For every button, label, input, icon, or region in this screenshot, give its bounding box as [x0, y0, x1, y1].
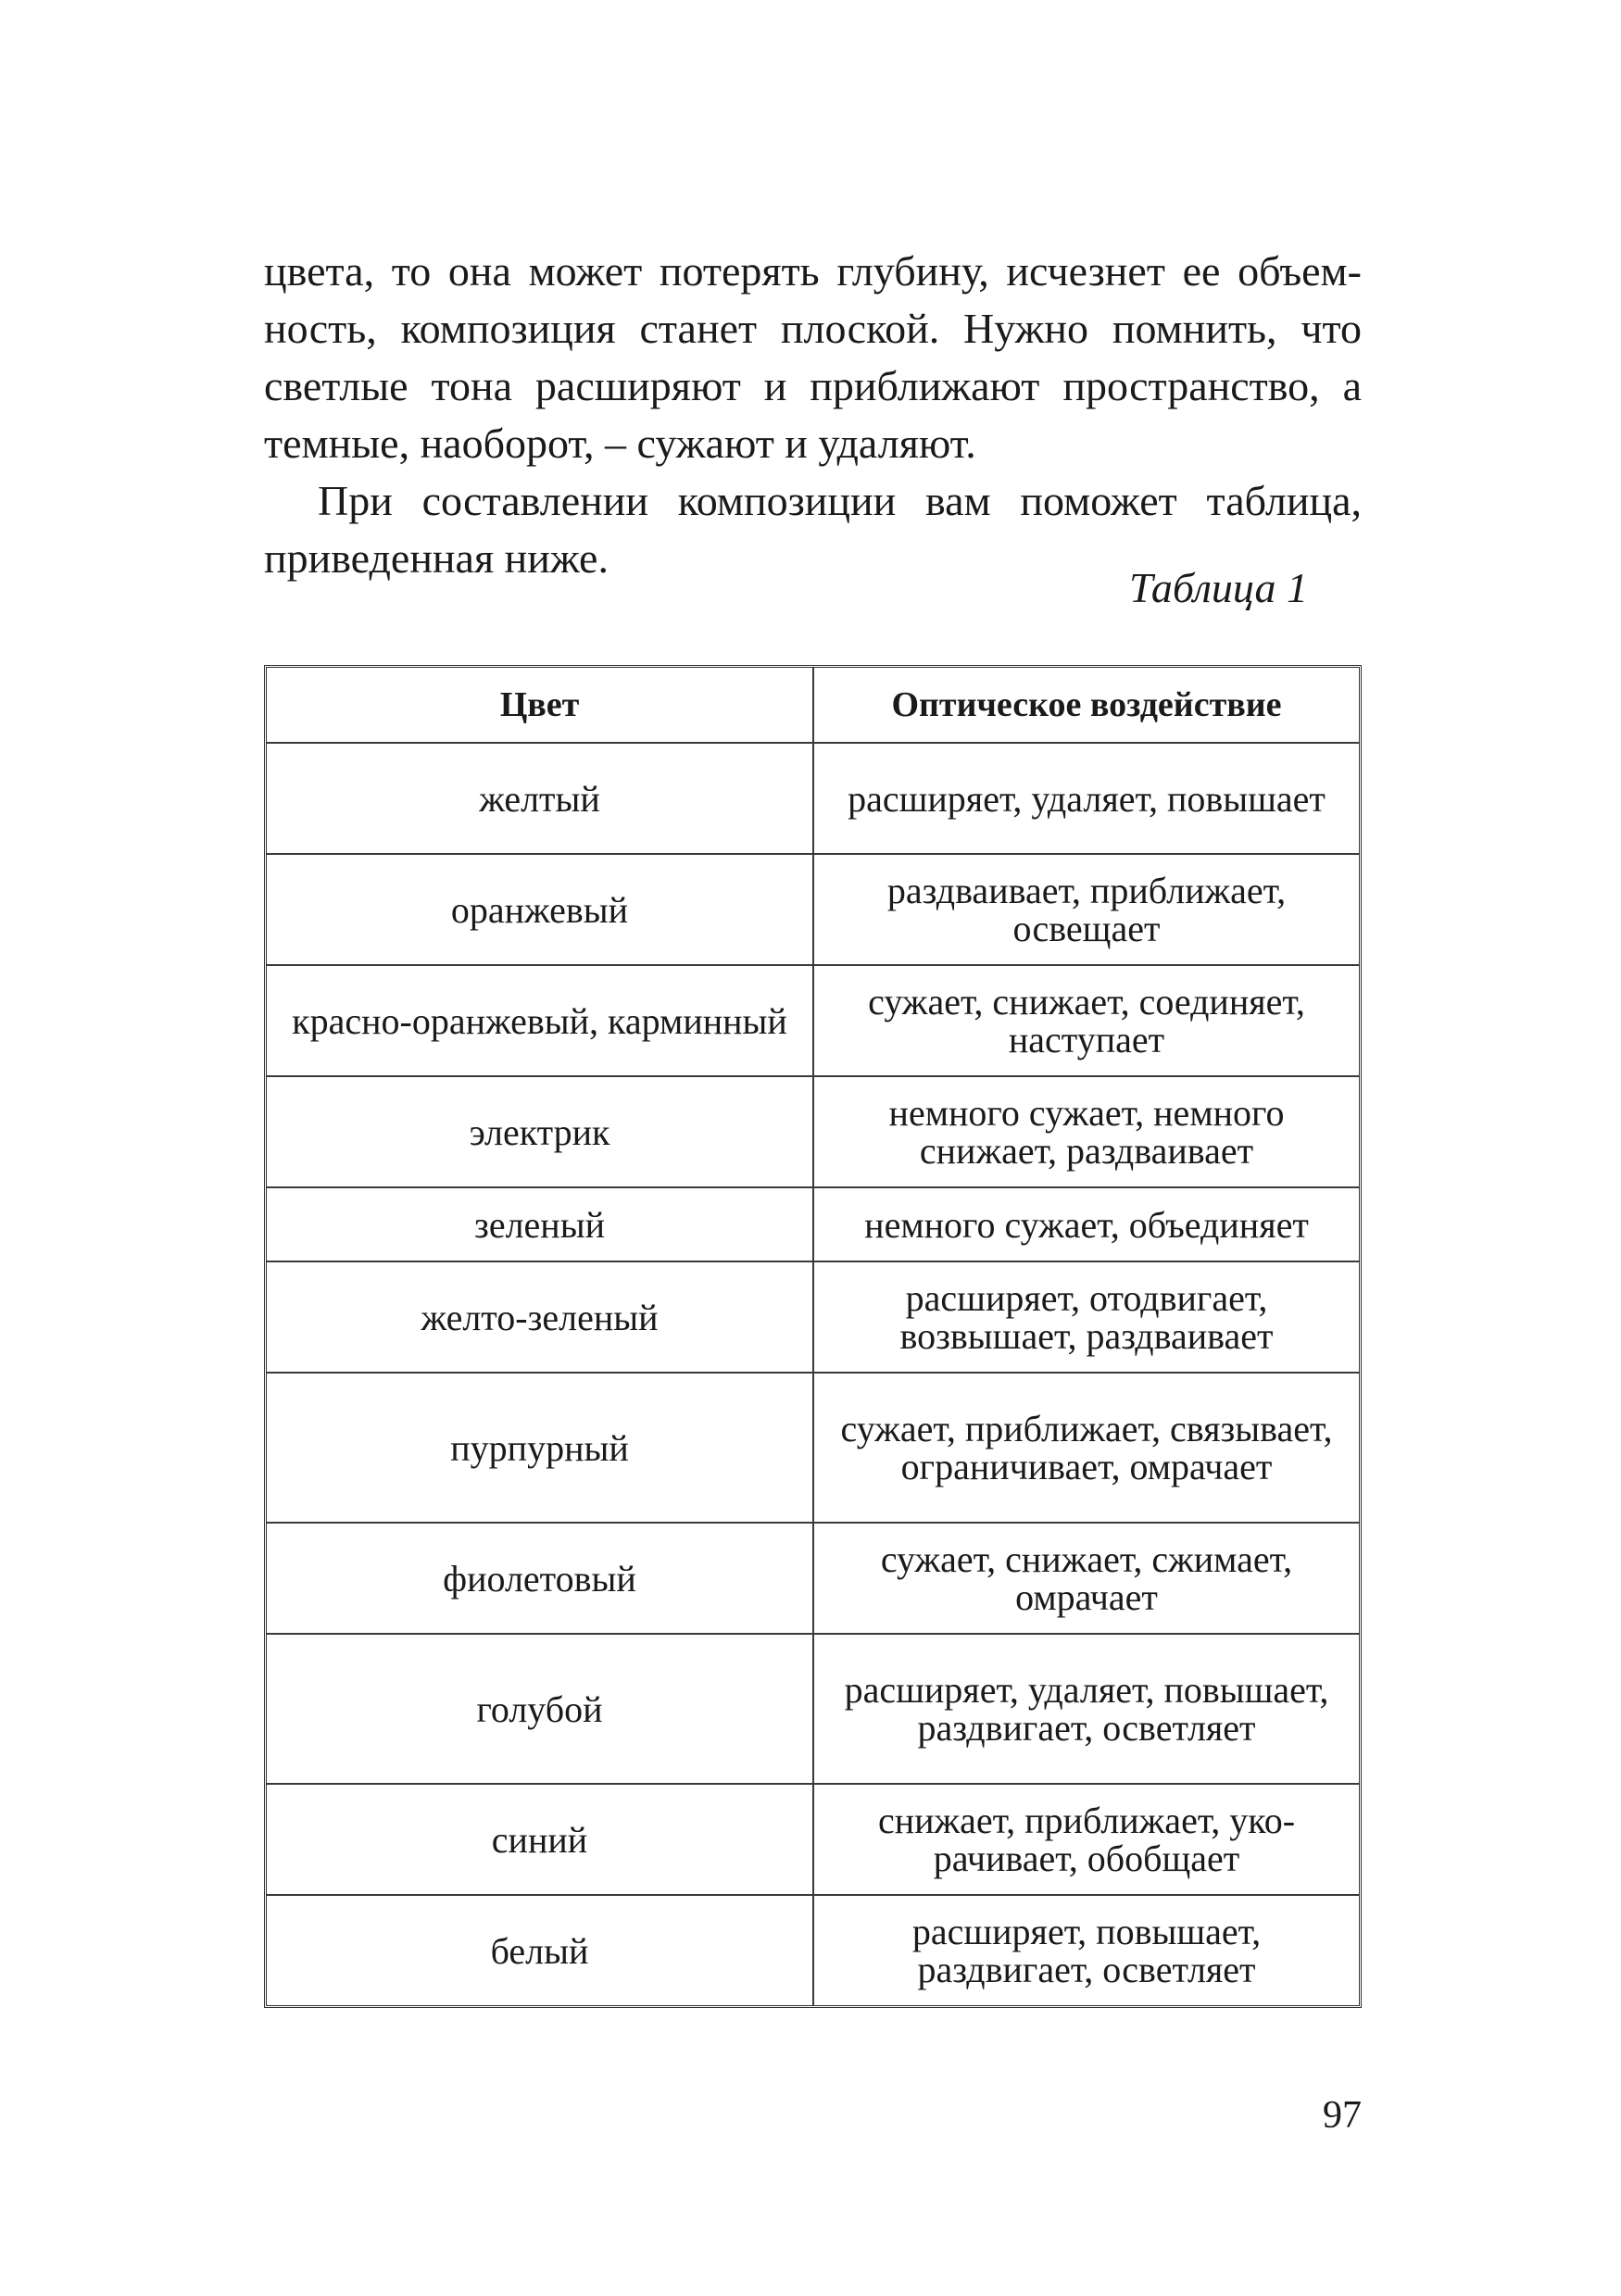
cell-effect: раздваивает, приближает, освещает: [813, 854, 1359, 965]
cell-color: белый: [267, 1895, 813, 2005]
table-caption: Таблица 1: [1128, 564, 1308, 611]
cell-color: синий: [267, 1784, 813, 1895]
color-effect-table: [264, 665, 1362, 2008]
paragraph: При составлении композиции вам поможет таблица, приведенная ниже.: [264, 477, 1362, 582]
cell-color: зеленый: [267, 1187, 813, 1261]
table-row: [267, 1076, 1359, 1187]
table-row: [267, 854, 1359, 965]
cell-effect: сужает, приближает, связывает, ограничивает, омрачает: [813, 1373, 1359, 1523]
table: [267, 668, 1359, 2005]
cell-effect: расширяет, удаляет, повышает: [813, 743, 1359, 854]
cell-color: красно-оранжевый, карминный: [267, 965, 813, 1076]
cell-color: электрик: [267, 1076, 813, 1187]
table-row: [267, 1784, 1359, 1895]
cell-color: желто-зеленый: [267, 1261, 813, 1373]
cell-color: пурпурный: [267, 1373, 813, 1523]
table-row: [267, 1523, 1359, 1634]
cell-effect: снижает, приближает, укорачивает, обобщает: [813, 1784, 1359, 1895]
cell-effect: расширяет, повышает, раздвигает, осветляет: [813, 1895, 1359, 2005]
cell-effect: немного сужает, объединяет: [813, 1187, 1359, 1261]
table-header-row: [267, 668, 1359, 743]
cell-effect: сужает, снижает, сжимает, омрачает: [813, 1523, 1359, 1634]
header-color: Цвет: [267, 668, 813, 743]
header-effect: Оптическое воздействие: [813, 668, 1359, 743]
cell-color: фиолетовый: [267, 1523, 813, 1634]
cell-effect: расширяет, отодвигает, возвышает, раздваивает: [813, 1261, 1359, 1373]
table-row: [267, 1373, 1359, 1523]
table-row: [267, 1187, 1359, 1261]
cell-effect: сужает, снижает, соединяет, наступает: [813, 965, 1359, 1076]
table-row: [267, 965, 1359, 1076]
cell-color: голубой: [267, 1634, 813, 1784]
cell-color: желтый: [267, 743, 813, 854]
cell-color: оранжевый: [267, 854, 813, 965]
table-row: [267, 1895, 1359, 2005]
cell-effect: немного сужает, немного снижает, раздваивает: [813, 1076, 1359, 1187]
table-row: [267, 743, 1359, 854]
paragraph: цвета, то она может потерять глубину, исчезнет ее объемность, композиция станет плоской. Нужно помнить, что светлые тона расширяют и приближают пространство, а темные, наоборот, – сужают и удаляют.: [264, 247, 1362, 467]
table-row: [267, 1634, 1359, 1784]
table-row: [267, 1261, 1359, 1373]
cell-effect: расширяет, удаляет, повышает, раздвигает, осветляет: [813, 1634, 1359, 1784]
page-number: 97: [1323, 2094, 1362, 2137]
body-text: [264, 243, 1362, 587]
